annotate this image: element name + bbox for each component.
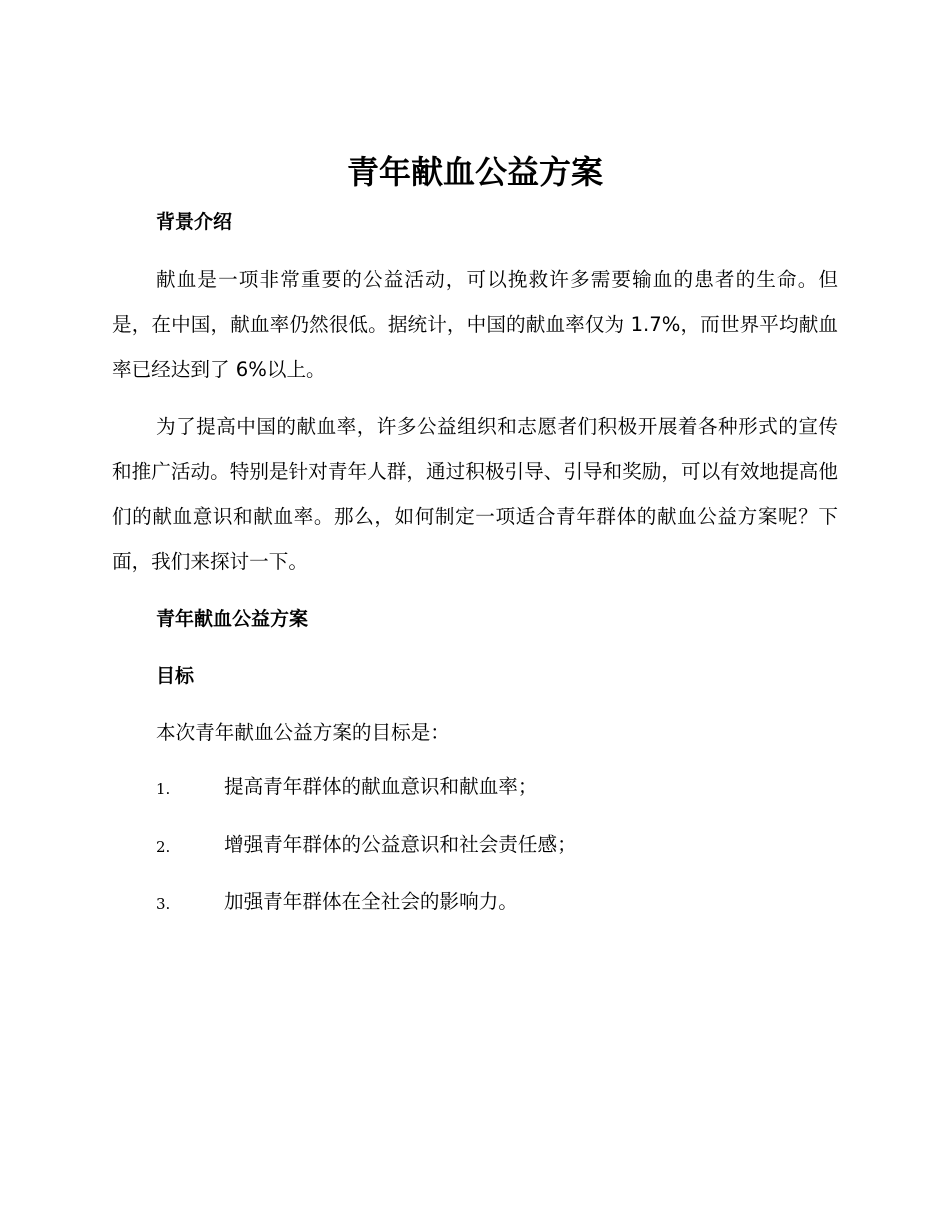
- background-paragraph-1: 献血是一项非常重要的公益活动，可以挽救许多需要输血的患者的生命。但是，在中国，献血率仍然很低。据统计，中国的献血率仅为 1.7%，而世界平均献血率已经达到了 6%以上。: [112, 268, 838, 381]
- list-item-text: 提高青年群体的献血意识和献血率；: [224, 775, 538, 798]
- list-item-number: 1.: [156, 780, 171, 798]
- section-heading-background: 背景介绍: [156, 211, 233, 233]
- section-heading-plan: 青年献血公益方案: [156, 608, 309, 630]
- subheading-goal: 目标: [156, 665, 195, 687]
- goal-intro: 本次青年献血公益方案的目标是：: [156, 721, 450, 744]
- document-title: 青年献血公益方案: [346, 153, 603, 191]
- list-item-text: 增强青年群体的公益意识和社会责任感；: [224, 832, 577, 856]
- list-item-number: 3.: [156, 895, 171, 913]
- list-item-number: 2.: [156, 837, 171, 856]
- background-paragraph-2: 为了提高中国的献血率，许多公益组织和志愿者们积极开展着各种形式的宣传和推广活动。特别是针对青年人群，通过积极引导、引导和奖励，可以有效地提高他们的献血意识和献血率。那么，如何制定一项适合青年群体的献血公益方案呢？下面，我们来探讨一下。: [112, 415, 838, 573]
- list-item-text: 加强青年群体在全社会的影响力。: [224, 890, 518, 913]
